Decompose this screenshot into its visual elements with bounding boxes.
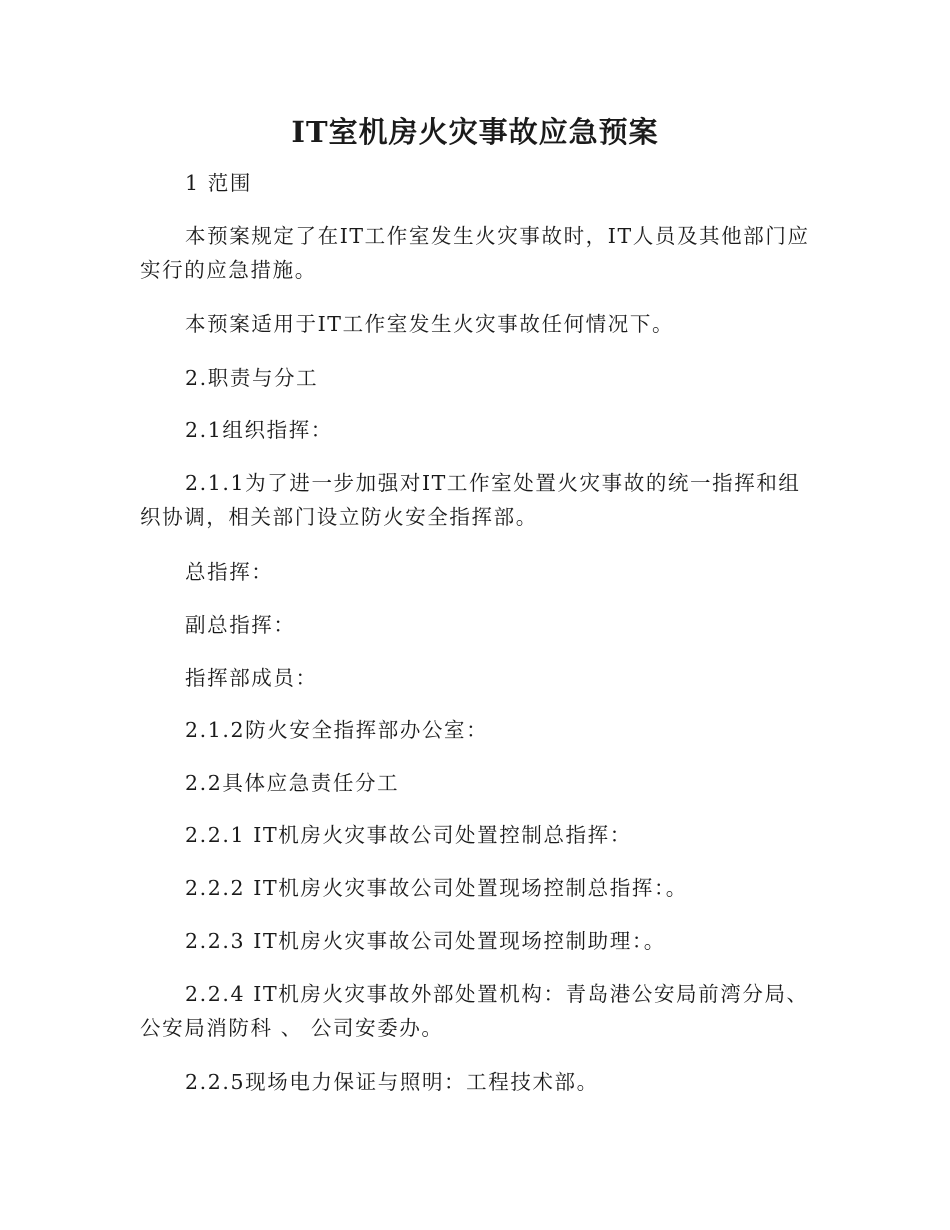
item-2-2-5: 2.2.5现场电力保证与照明：工程技术部。 <box>185 1070 599 1094</box>
item-2-2-1: 2.2.1 IT机房火灾事故公司处置控制总指挥： <box>185 823 632 847</box>
field-command-office: 2.1.2防火安全指挥部办公室： <box>185 718 489 742</box>
field-chief-commander: 总指挥： <box>185 560 274 584</box>
subsection-heading-command: 2.1组织指挥： <box>185 418 333 442</box>
paragraph-command-setup: 2.1.1为了进一步加强对IT工作室处置火灾事故的统一指挥和组织协调，相关部门设立防火安全指挥部。 <box>140 471 801 529</box>
field-deputy-commander: 副总指挥： <box>185 613 296 637</box>
section-heading-duties: 2.职责与分工 <box>185 366 319 390</box>
document-title: IT室机房火灾事故应急预案 <box>291 115 659 149</box>
item-2-2-3: 2.2.3 IT机房火灾事故公司处置现场控制助理：。 <box>185 929 666 953</box>
paragraph-scope-definition: 本预案规定了在IT工作室发生火灾事故时，IT人员及其他部门应实行的应急措施。 <box>140 224 810 282</box>
item-2-2-4: 2.2.4 IT机房火灾事故外部处置机构：青岛港公安局前湾分局、公安局消防科 、 公司安委办。 <box>140 982 809 1040</box>
subsection-heading-responsibilities: 2.2具体应急责任分工 <box>185 771 400 795</box>
field-command-members: 指挥部成员： <box>185 666 318 690</box>
item-2-2-2: 2.2.2 IT机房火灾事故公司处置现场控制总指挥：。 <box>185 876 688 900</box>
section-heading-scope: 1 范围 <box>185 171 252 195</box>
paragraph-scope-applicability: 本预案适用于IT工作室发生火灾事故任何情况下。 <box>185 312 675 336</box>
